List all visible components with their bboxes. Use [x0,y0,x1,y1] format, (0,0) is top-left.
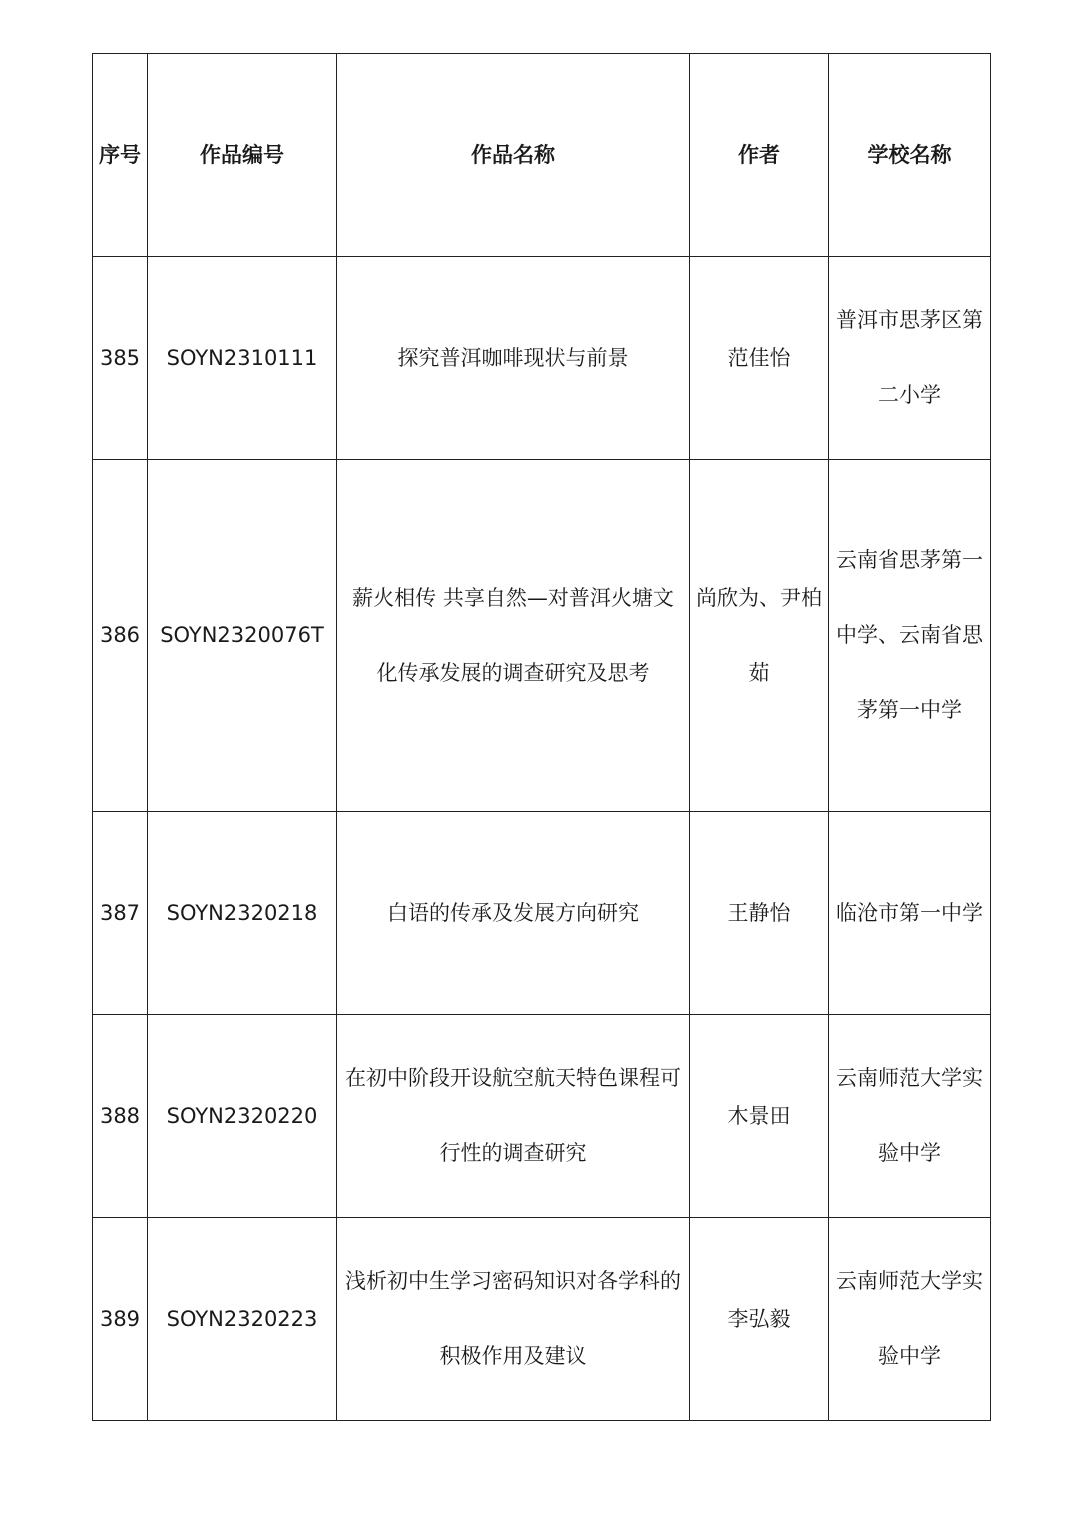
cell-seq: 386 [93,460,148,812]
cell-code: SOYN2320218 [148,812,337,1015]
cell-author: 王静怡 [690,812,829,1015]
table-row [93,812,991,1015]
header-code: 作品编号 [148,54,337,257]
cell-school: 云南师范大学实验中学 [829,1218,991,1421]
cell-code: SOYN2320223 [148,1218,337,1421]
cell-title: 浅析初中生学习密码知识对各学科的积极作用及建议 [337,1218,690,1421]
cell-school: 普洱市思茅区第二小学 [829,257,991,460]
header-title: 作品名称 [337,54,690,257]
cell-seq: 387 [93,812,148,1015]
table-row [93,257,991,460]
cell-title: 探究普洱咖啡现状与前景 [337,257,690,460]
cell-school: 云南省思茅第一中学、云南省思茅第一中学 [829,460,991,812]
header-seq: 序号 [93,54,148,257]
cell-code: SOYN2320076T [148,460,337,812]
header-school: 学校名称 [829,54,991,257]
table-row [93,460,991,812]
cell-title: 白语的传承及发展方向研究 [337,812,690,1015]
cell-author: 范佳怡 [690,257,829,460]
cell-school: 临沧市第一中学 [829,812,991,1015]
table-row [93,1218,991,1421]
cell-title: 薪火相传 共享自然—对普洱火塘文化传承发展的调查研究及思考 [337,460,690,812]
award-table [92,53,991,1421]
table-header-row [93,54,991,257]
cell-seq: 388 [93,1015,148,1218]
cell-author: 木景田 [690,1015,829,1218]
table-row [93,1015,991,1218]
cell-code: SOYN2310111 [148,257,337,460]
cell-code: SOYN2320220 [148,1015,337,1218]
cell-author: 尚欣为、尹柏茹 [690,460,829,812]
header-author: 作者 [690,54,829,257]
cell-school: 云南师范大学实验中学 [829,1015,991,1218]
cell-seq: 389 [93,1218,148,1421]
cell-title: 在初中阶段开设航空航天特色课程可行性的调查研究 [337,1015,690,1218]
cell-seq: 385 [93,257,148,460]
cell-author: 李弘毅 [690,1218,829,1421]
